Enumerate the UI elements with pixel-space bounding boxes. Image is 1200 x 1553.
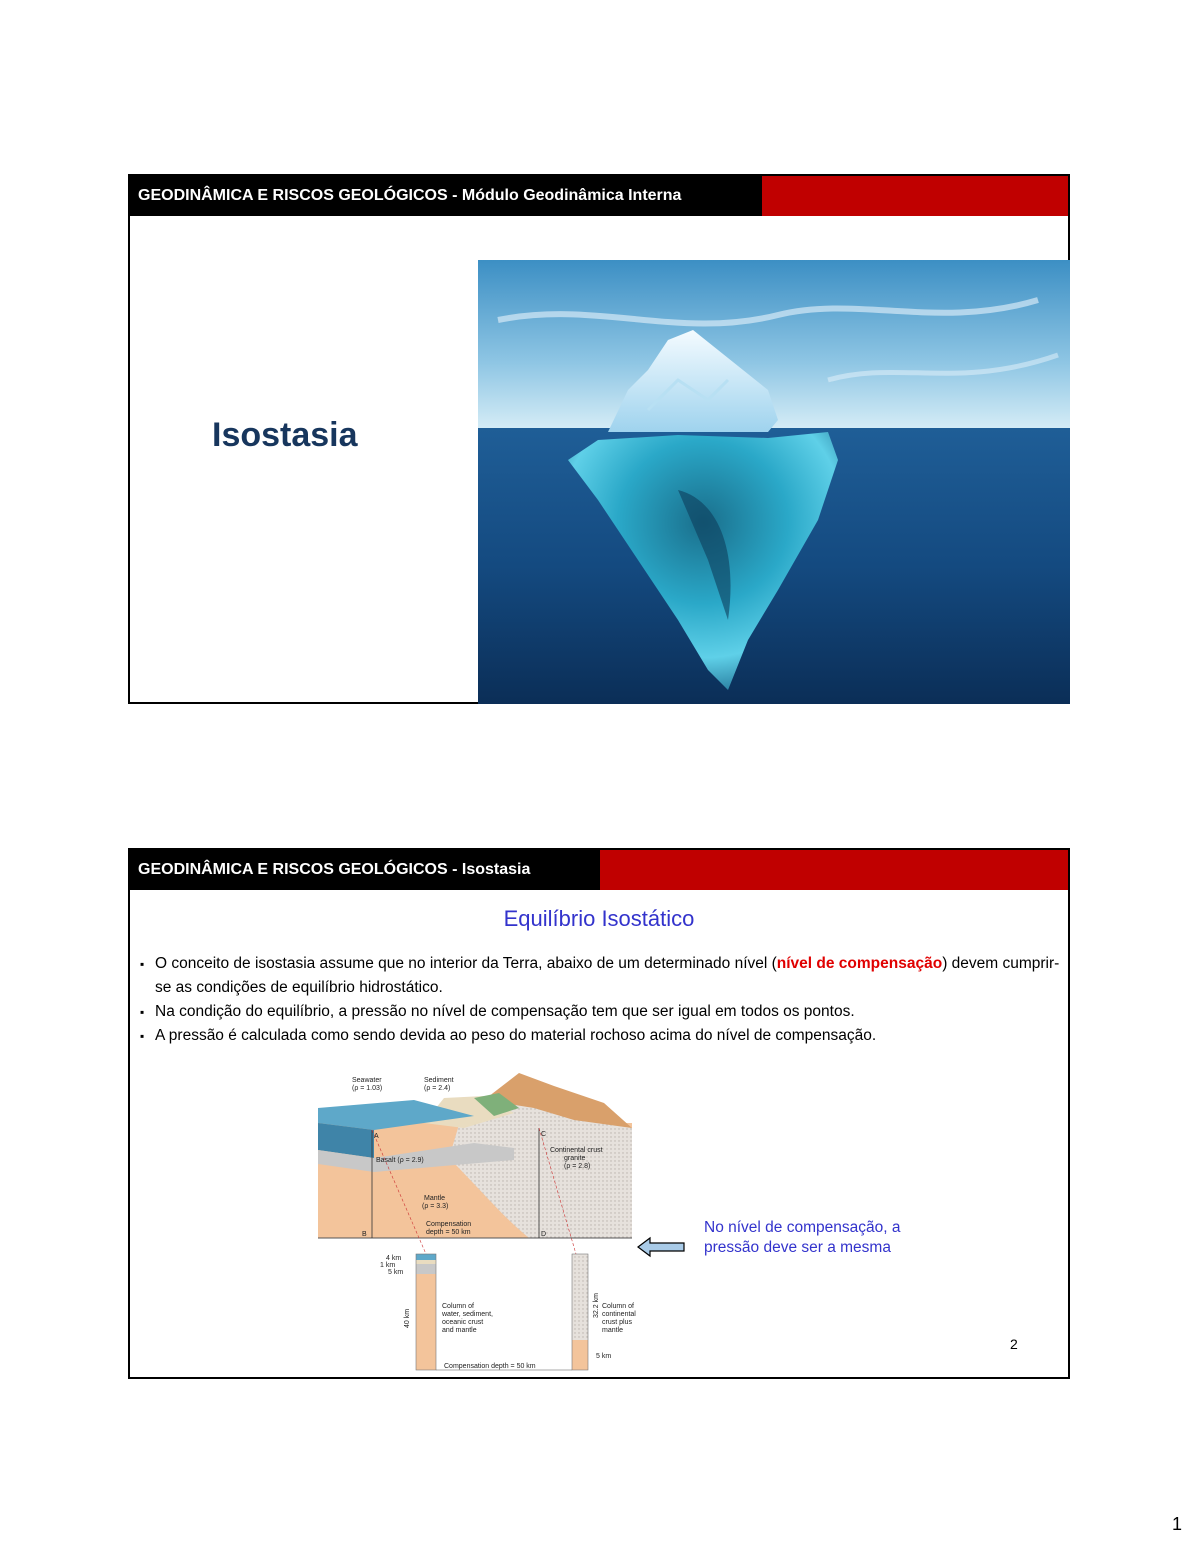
label-point-c: C bbox=[541, 1131, 547, 1138]
label-seawater: Seawater bbox=[352, 1077, 382, 1084]
slide-title: Isostasia bbox=[212, 416, 358, 454]
slide-number: 2 bbox=[1010, 1336, 1018, 1352]
label-col1-40km: 40 km bbox=[404, 1308, 411, 1328]
iceberg-image bbox=[478, 260, 1070, 704]
label-point-a: A bbox=[374, 1133, 379, 1140]
bullet-item: ▪ Na condição do equilíbrio, a pressão no nível de compensação tem que ser igual em todos os pontos. bbox=[140, 1000, 1060, 1024]
bullet-item: ▪ O conceito de isostasia assume que no interior da Terra, abaixo de um determinado nível (nível de compensação) devem cumprir-se as condições de equilíbrio hidrostático. bbox=[140, 952, 1060, 1000]
label-col1-desc: water, sediment, bbox=[442, 1311, 493, 1318]
label-col1-desc: and mantle bbox=[442, 1327, 477, 1334]
label-col2-desc: Column of bbox=[602, 1303, 634, 1310]
label-granite: granite bbox=[564, 1155, 586, 1162]
label-sediment-density: (ρ = 2.4) bbox=[424, 1085, 451, 1092]
label-compensation-depth: depth = 50 km bbox=[426, 1229, 471, 1236]
page-number: 1 bbox=[1172, 1514, 1183, 1534]
label-col1-desc: Column of bbox=[442, 1303, 474, 1310]
arrow-left-icon bbox=[636, 1236, 686, 1258]
label-point-d: D bbox=[541, 1231, 547, 1238]
compensation-note: No nível de compensação, a pressão deve ser a mesma bbox=[704, 1219, 901, 1256]
label-compensation-bottom: Compensation depth = 50 km bbox=[444, 1363, 536, 1370]
highlight-text: nível de compensação bbox=[776, 955, 943, 972]
label-point-b: B bbox=[362, 1231, 367, 1238]
label-continental-crust: Continental crust bbox=[550, 1147, 603, 1154]
label-col2-desc: continental bbox=[602, 1311, 636, 1318]
bullet-item: ▪ A pressão é calculada como sendo devida ao peso do material rochoso acima do nível de compensação. bbox=[140, 1024, 1060, 1048]
label-col2-32km: 32.2 km bbox=[593, 1293, 600, 1318]
slide-header-bar bbox=[130, 176, 1068, 216]
label-col1-4km: 4 km bbox=[386, 1255, 402, 1262]
label-granite-density: (ρ = 2.8) bbox=[564, 1163, 591, 1170]
label-mantle-density: (ρ = 3.3) bbox=[422, 1203, 449, 1210]
label-mantle: Mantle bbox=[424, 1195, 446, 1202]
slide-2 bbox=[128, 848, 1070, 1379]
label-seawater-density: (ρ = 1.03) bbox=[352, 1085, 383, 1092]
slide-1 bbox=[128, 174, 1070, 704]
label-col2-desc: mantle bbox=[602, 1327, 624, 1334]
label-col2-desc: crust plus bbox=[602, 1319, 632, 1326]
label-basalt: Basalt (ρ = 2.9) bbox=[376, 1157, 424, 1164]
label-sediment: Sediment bbox=[424, 1077, 454, 1084]
label-col1-5km: 5 km bbox=[388, 1269, 404, 1276]
label-col1-1km: 1 km bbox=[380, 1262, 396, 1269]
slide-header-bar bbox=[130, 850, 1068, 890]
isostasy-block-diagram bbox=[314, 1068, 644, 1380]
label-col2-5km: 5 km bbox=[596, 1353, 612, 1360]
slide-header-title: GEODINÂMICA E RISCOS GEOLÓGICOS - Módulo Geodinâmica Interna bbox=[130, 176, 762, 216]
label-compensation: Compensation bbox=[426, 1221, 472, 1228]
bullet-list bbox=[140, 952, 1060, 1048]
slide-header-title: GEODINÂMICA E RISCOS GEOLÓGICOS - Isostasia bbox=[130, 850, 600, 890]
label-col1-desc: oceanic crust bbox=[442, 1319, 484, 1326]
slide-title: Equilíbrio Isostático bbox=[503, 906, 695, 931]
